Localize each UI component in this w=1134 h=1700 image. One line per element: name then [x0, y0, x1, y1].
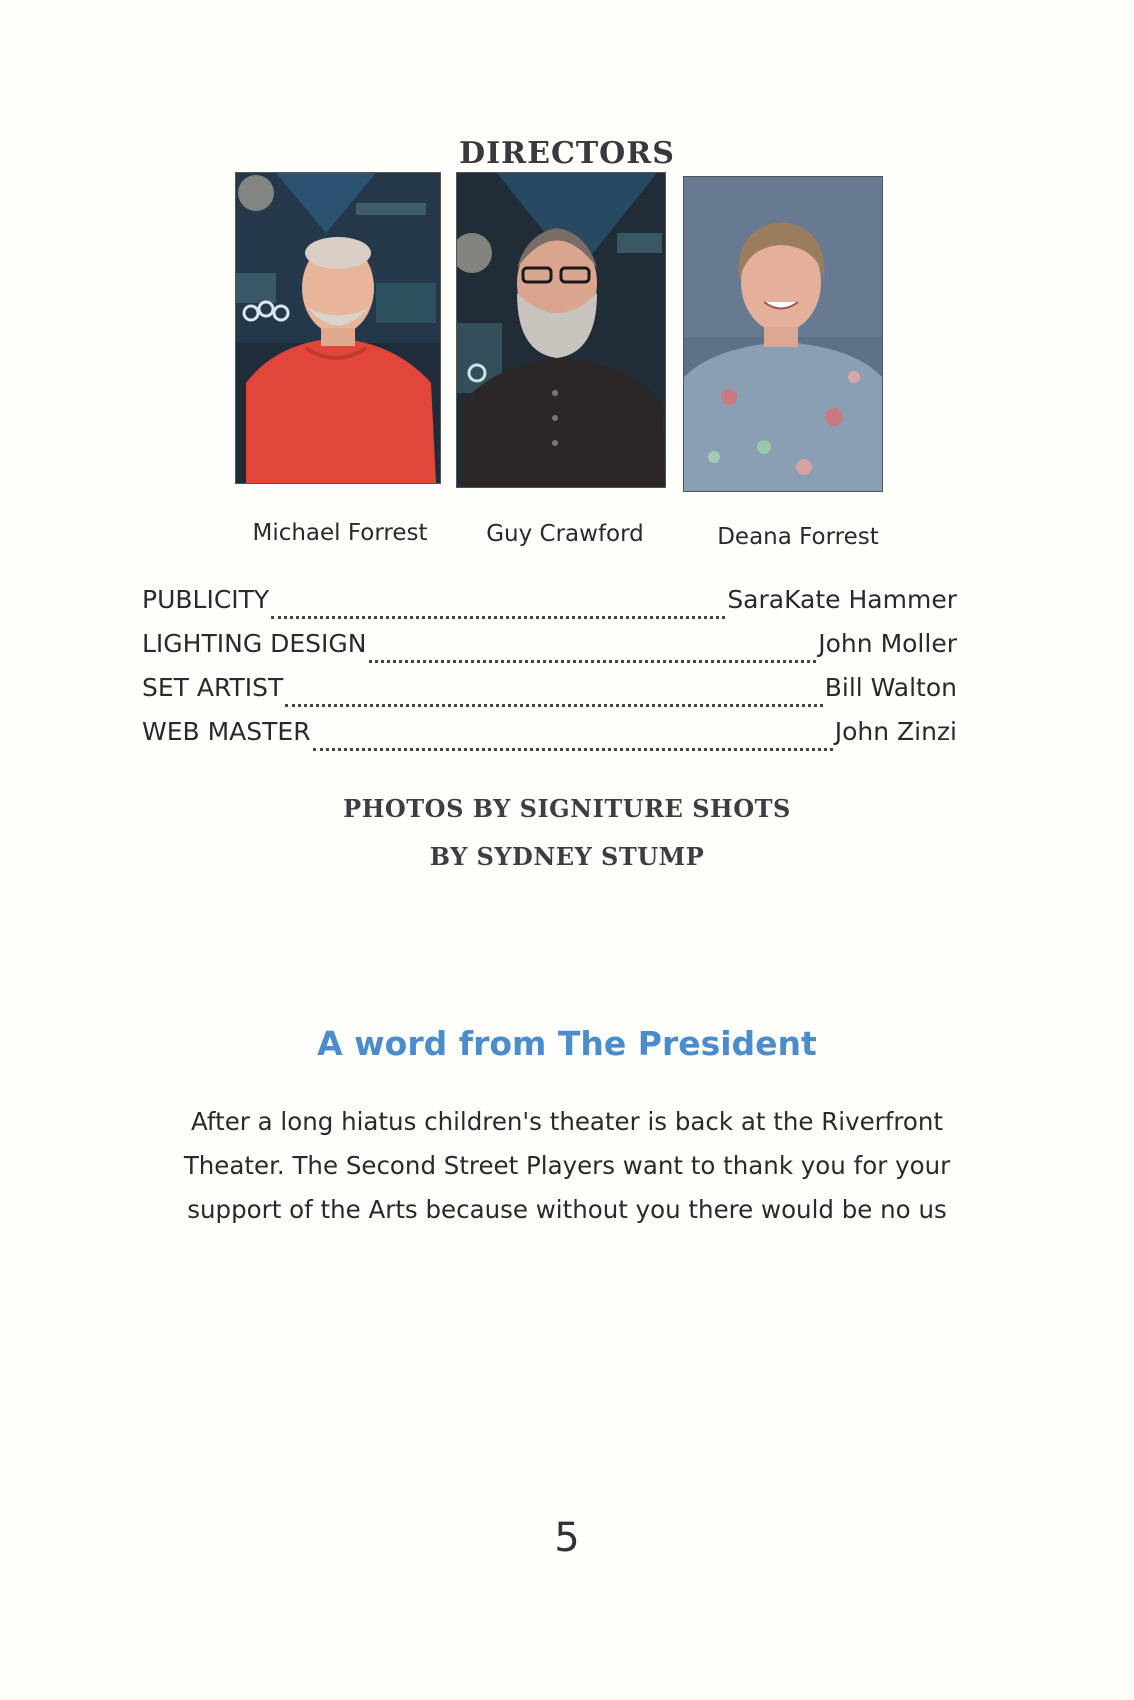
- leader-dots: [285, 703, 822, 707]
- credit-name: SaraKate Hammer: [727, 585, 957, 614]
- page-number: 5: [554, 1515, 580, 1561]
- credit-role: LIGHTING DESIGN: [142, 629, 367, 658]
- credit-role: SET ARTIST: [142, 673, 284, 702]
- director-name-caption: Michael Forrest: [252, 520, 428, 546]
- credit-role: PUBLICITY: [142, 585, 270, 614]
- directors-title: DIRECTORS: [459, 136, 675, 171]
- credit-row: [142, 629, 957, 673]
- credit-row: [142, 673, 957, 717]
- president-message: After a long hiatus children's theater is back at the Riverfront Theater. The Second Street Players want to thank you for your support of the Arts because without you there would be no us: [183, 1107, 951, 1224]
- credits-list: [142, 585, 957, 761]
- director-name-caption: Deana Forrest: [717, 524, 879, 550]
- credit-role: WEB MASTER: [142, 717, 311, 746]
- leader-dots: [369, 659, 817, 663]
- director-photo: [235, 172, 441, 484]
- president-heading: A word from The President: [317, 1024, 817, 1063]
- leader-dots: [313, 747, 833, 751]
- credit-name: John Moller: [818, 629, 957, 658]
- photo-credit-line: BY SYDNEY STUMP: [429, 842, 705, 871]
- photo-credit-line: PHOTOS BY SIGNITURE SHOTS: [343, 794, 791, 823]
- credit-row: [142, 717, 957, 761]
- director-photo: [683, 176, 883, 492]
- leader-dots: [271, 615, 725, 619]
- credit-row: [142, 585, 957, 629]
- director-photo: [456, 172, 666, 488]
- director-name-caption: Guy Crawford: [486, 521, 644, 547]
- credit-name: Bill Walton: [824, 673, 957, 702]
- credit-name: John Zinzi: [834, 717, 957, 746]
